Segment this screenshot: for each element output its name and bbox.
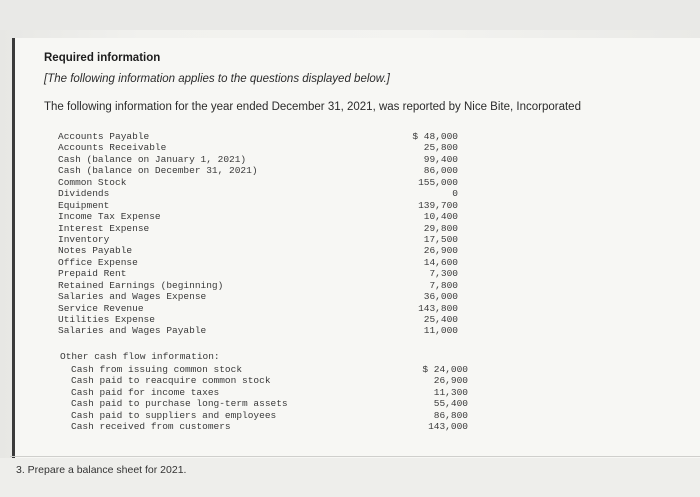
cash-flow-label: Cash from issuing common stock [71,364,243,375]
account-value: 36,000 [423,291,458,303]
account-value: 25,400 [423,314,458,325]
account-row [58,223,458,234]
account-value: 7,800 [429,279,458,291]
cash-flow-row [60,410,468,421]
account-row [58,200,458,211]
cash-flow-value: 26,900 [433,375,468,387]
account-row [58,177,458,188]
account-row [58,303,458,314]
account-label: Accounts Receivable [58,142,167,154]
account-label: Utilities Expense [58,314,155,325]
account-value: 11,000 [423,325,458,337]
cash-flow-row [60,364,468,375]
account-label: Retained Earnings (beginning) [58,279,224,291]
account-value: 7,300 [429,268,458,280]
account-value: 99,400 [423,153,458,165]
account-value: 17,500 [423,233,458,245]
cash-flow-label: Cash paid to suppliers and employees [71,409,277,421]
account-value: 0 [452,188,458,200]
account-label: Common Stock [58,176,127,188]
account-value: $ 48,000 [412,131,458,142]
account-row [58,245,458,256]
cash-flow-label: Cash paid to purchase long-term assets [71,398,288,410]
account-label: Equipment [58,199,110,211]
cash-flow-label: Cash paid for income taxes [71,386,220,398]
question-label[interactable]: 3. Prepare a balance sheet for 2021. [16,464,187,476]
top-strip [0,0,700,30]
cash-flow-row [60,421,468,432]
account-label: Cash (balance on December 31, 2021) [58,165,258,177]
account-label: Office Expense [58,256,138,268]
cash-flow-row [60,398,468,409]
account-value: 10,400 [423,211,458,223]
account-row [58,291,458,302]
cash-flow-row [60,387,468,398]
account-value: 139,700 [418,199,458,211]
account-row [58,325,458,336]
cash-flow-value: 55,400 [433,398,468,410]
account-value: 86,000 [423,165,458,177]
account-row [58,154,458,165]
account-row [58,314,458,325]
cash-flow-list [60,364,468,433]
account-value: 14,600 [423,256,458,268]
account-label: Cash (balance on January 1, 2021) [58,153,247,165]
account-row [58,131,458,142]
account-label: Prepaid Rent [58,268,127,280]
account-row [58,211,458,222]
account-row [58,142,458,153]
cash-flow-row [60,375,468,386]
divider [10,456,700,457]
account-row [58,165,458,176]
account-label: Accounts Payable [58,131,150,142]
account-row [58,280,458,291]
cash-flow-value: 86,800 [433,409,468,421]
cash-flow-value: 143,000 [428,421,468,433]
account-value: 25,800 [423,142,458,154]
cash-flow-value: 11,300 [433,386,468,398]
account-row [58,268,458,279]
account-value: 29,800 [423,222,458,234]
account-label: Dividends [58,188,110,200]
account-row [58,234,458,245]
account-label: Inventory [58,233,110,245]
required-information-heading: Required information [44,52,161,64]
required-information-note: [The following information applies to the questions displayed below.] [44,73,390,85]
account-label: Notes Payable [58,245,133,257]
accounts-list [58,131,458,337]
cash-flow-label: Cash received from customers [71,421,231,433]
account-label: Salaries and Wages Expense [58,291,207,303]
intro-text: The following information for the year ended December 31, 2021, was reported by Nice Bite, Incorporated [44,101,581,113]
account-label: Income Tax Expense [58,211,161,223]
account-row [58,188,458,199]
account-label: Interest Expense [58,222,150,234]
cash-flow-label: Cash paid to reacquire common stock [71,375,271,387]
cash-flow-value: $ 24,000 [422,364,468,375]
account-label: Service Revenue [58,302,144,314]
account-value: 143,800 [418,302,458,314]
account-label: Salaries and Wages Payable [58,325,207,337]
account-value: 155,000 [418,176,458,188]
other-cash-flow-heading: Other cash flow information: [60,351,220,362]
account-row [58,257,458,268]
account-value: 26,900 [423,245,458,257]
